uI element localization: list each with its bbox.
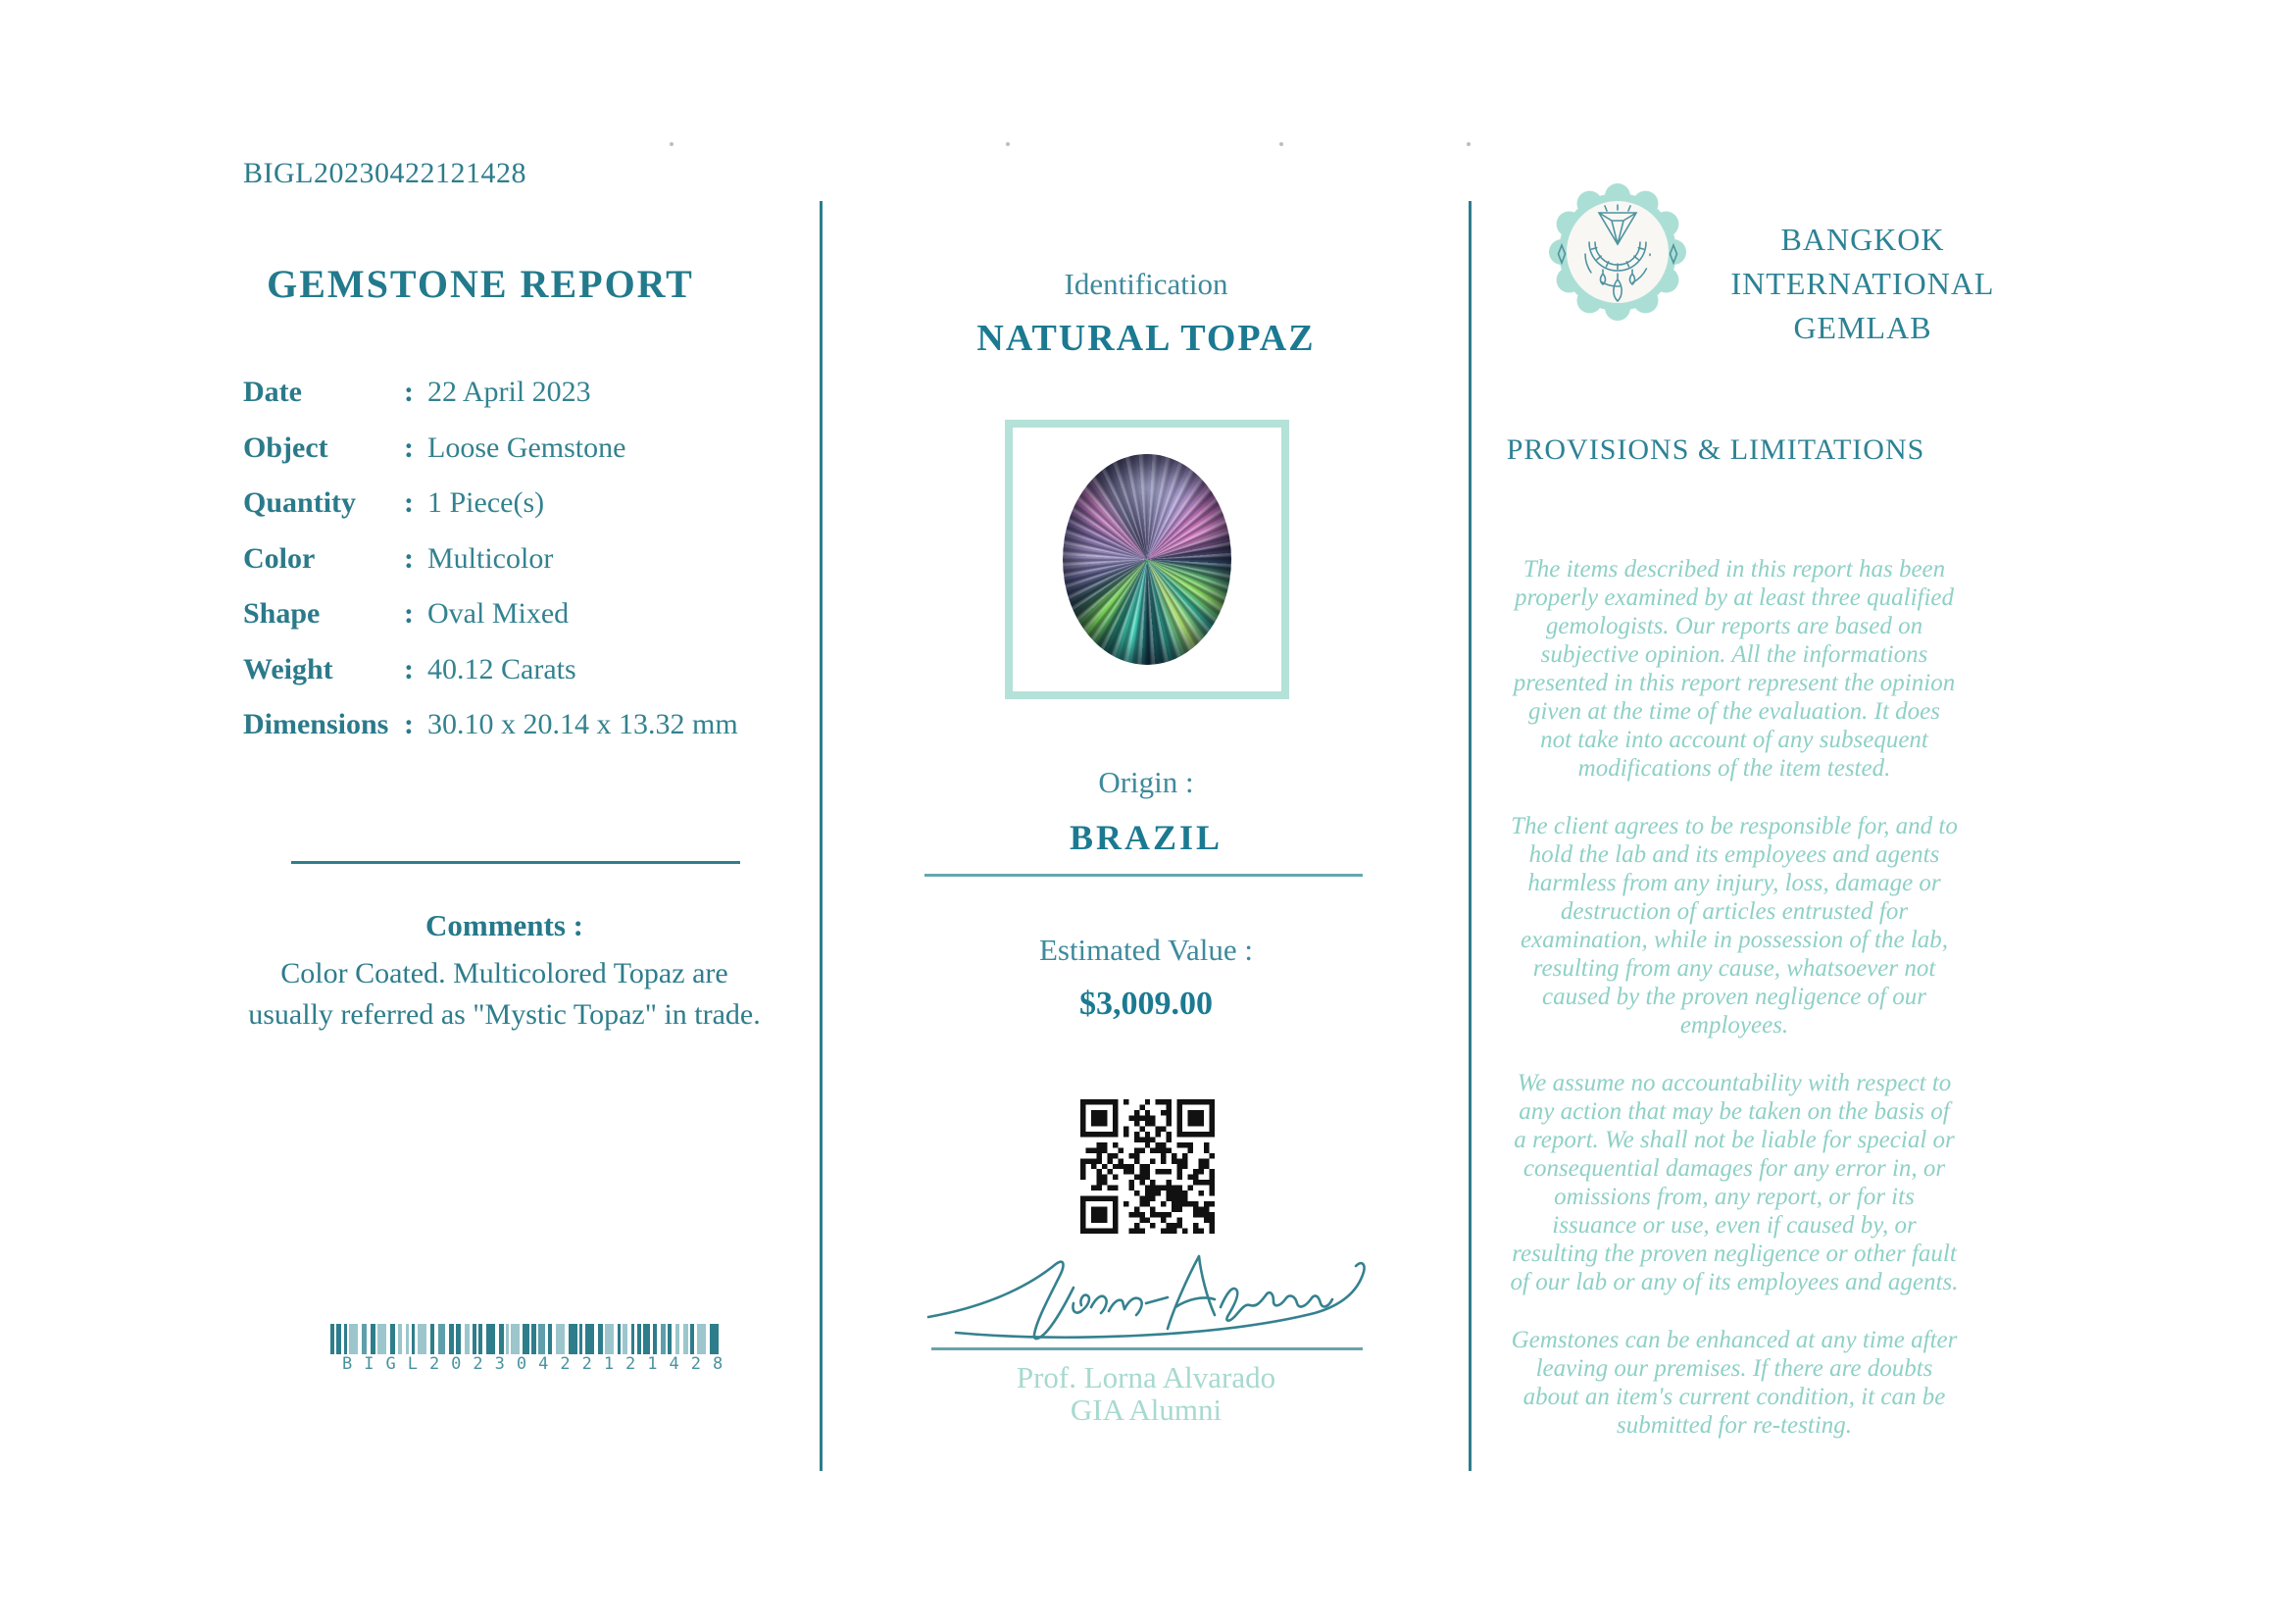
lab-name-line: BANGKOK [1780, 222, 1945, 257]
identification-value: NATURAL TOPAZ [976, 318, 1316, 359]
field-value: 22 April 2023 [427, 376, 591, 409]
field-label: Weight [243, 652, 333, 685]
provisions-paragraph: The client agrees to be responsible for, and to hold the lab and its employees and agents harmless from any injury, loss, damage or destruction of articles entrusted for examination, while in possession of the lab, resulting from any cause, whatsoever not caused by the proven negligence of our employees. [1511, 813, 1958, 1038]
comments-text: Color Coated. Multicolored Topaz are usually referred as "Mystic Topaz" in trade. [248, 957, 761, 1031]
page-title: GEMSTONE REPORT [267, 262, 694, 306]
page-mark-dot [1467, 142, 1471, 146]
qr-code [1080, 1099, 1215, 1234]
table-row [243, 586, 792, 642]
page-mark-dot [1006, 142, 1010, 146]
field-separator: : [404, 597, 414, 631]
report-number: BIGL20230422121428 [243, 157, 526, 189]
field-label: Quantity [243, 486, 357, 520]
barcode [330, 1324, 728, 1354]
field-value: Multicolor [427, 541, 554, 575]
comments-section [237, 908, 772, 1036]
estimated-value: $3,009.00 [1079, 986, 1213, 1022]
column-divider-left [820, 201, 823, 1471]
field-separator: : [404, 376, 414, 409]
comments-heading: Comments : [425, 908, 583, 942]
signatory-name: Prof. Lorna Alvarado [1016, 1360, 1276, 1394]
provisions-paragraph: We assume no accountability with respect to any action that may be taken on the basis of a report. We shall not be liable for special or consequential damages for any error in, or omissions from, any report, or for its issuance or use, even if caused by, or resulting the proven negligence or other fault of our lab or any of its employees and agents. [1510, 1070, 1959, 1295]
table-row [243, 421, 792, 477]
field-separator: : [404, 486, 414, 520]
field-value: 30.10 x 20.14 x 13.32 mm [427, 708, 738, 741]
lab-name [1667, 218, 2059, 350]
origin-divider [924, 874, 1363, 877]
column-divider-right [1469, 201, 1472, 1471]
table-row [243, 532, 792, 587]
field-separator: : [404, 541, 414, 575]
provisions-heading: PROVISIONS & LIMITATIONS [1506, 433, 1925, 466]
field-separator: : [404, 431, 414, 464]
gem-attributes-table [243, 365, 792, 753]
field-label: Color [243, 541, 316, 575]
field-label: Dimensions [243, 708, 389, 741]
signature-line [931, 1347, 1363, 1350]
origin-value: BRAZIL [1069, 818, 1223, 857]
lab-name-line: INTERNATIONAL [1730, 266, 1995, 301]
gem-photo [1063, 454, 1231, 665]
field-value: Oval Mixed [427, 597, 570, 631]
barcode-label: BIGL20230422121428 [342, 1354, 735, 1374]
provisions-paragraph: Gemstones can be enhanced at any time after leaving our premises. If there are doubts about an item's current condition, it can be submitted for re-testing. [1511, 1327, 1958, 1439]
field-value: Loose Gemstone [427, 431, 626, 464]
field-separator: : [404, 708, 414, 741]
page-mark-dot [670, 142, 674, 146]
table-row [243, 697, 792, 753]
field-label: Object [243, 431, 328, 464]
table-row [243, 365, 792, 421]
estimated-value-label: Estimated Value : [1038, 933, 1254, 967]
field-label: Date [243, 376, 302, 409]
provisions-text [1510, 555, 1959, 1469]
provisions-paragraph: The items described in this report has been properly examined by at least three qualified gemologists. Our reports are based on subjective opinion. All the informations presented in this report represent the opinion given at the time of the evaluation. It does not take into account of any subsequent modifications of the item tested. [1513, 556, 1956, 782]
field-label: Shape [243, 597, 321, 631]
comments-divider [291, 861, 740, 864]
signatory-credential: GIA Alumni [1070, 1393, 1223, 1427]
gem-photo-frame [1005, 420, 1289, 699]
field-separator: : [404, 652, 414, 685]
field-value: 1 Piece(s) [427, 486, 545, 520]
origin-label: Origin : [1098, 765, 1194, 799]
table-row [243, 642, 792, 698]
signature-icon [926, 1239, 1377, 1358]
identification-label: Identification [1064, 267, 1228, 301]
lab-name-line: GEMLAB [1793, 310, 1932, 345]
table-row [243, 476, 792, 532]
field-value: 40.12 Carats [427, 652, 576, 685]
page-mark-dot [1279, 142, 1283, 146]
